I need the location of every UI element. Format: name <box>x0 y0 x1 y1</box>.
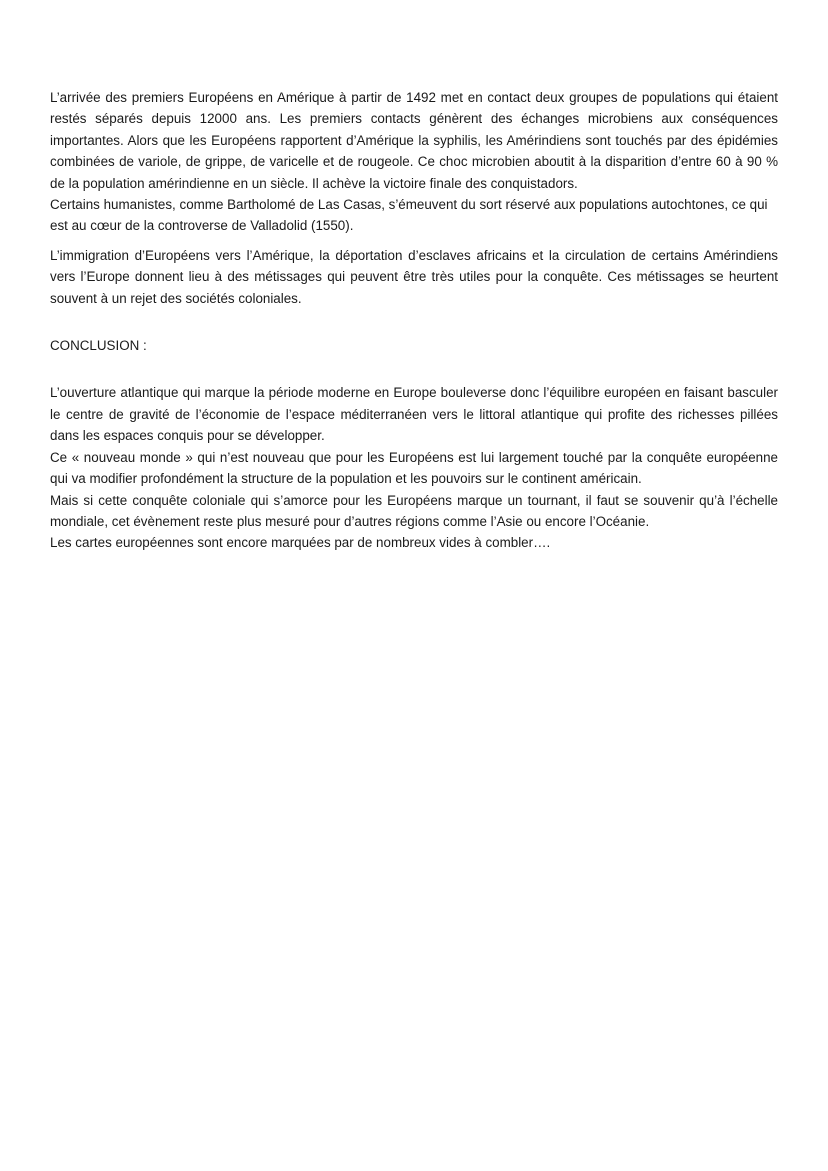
section-spacer <box>50 309 778 335</box>
conclusion-heading: CONCLUSION : <box>50 338 147 354</box>
conclusion-paragraph-maps: Les cartes européennes sont encore marquées par de nombreux vides à combler…. <box>50 535 551 551</box>
conclusion-paragraph-global-scale: Mais si cette conquête coloniale qui s’amorce pour les Européens marque un tournant, il faut se souvenir qu’à l’échelle mondiale, cet évènement reste plus mesuré pour d’autres régions comme l’Asie ou encore l’Océanie. <box>50 492 778 529</box>
paragraph-microbial-exchange: L’arrivée des premiers Européens en Amérique à partir de 1492 met en contact deux groupes de populations qui étaient restés séparés depuis 12000 ans. Les premiers contacts génèrent des échanges microbiens aux conséquences importantes. Alors que les Européens rapportent d’Amérique la syphilis, les Amérindiens sont touchés par des épidémies combinées de variole, de grippe, de varicelle et de rougeole. Ce choc microbien aboutit à la disparition d’entre 60 à 90 % de la population amérindienne en un siècle. Il achève la victoire finale des conquistadors. <box>50 90 778 191</box>
section-spacer <box>50 356 778 382</box>
conclusion-paragraph-new-world: Ce « nouveau monde » qui n’est nouveau que pour les Européens est lui largement touché par la conquête européenne qui va modifier profondément la structure de la population et les pouvoirs sur le continent américain. <box>50 449 778 487</box>
conclusion-paragraph-atlantic: L’ouverture atlantique qui marque la période moderne en Europe bouleverse donc l’équilibre européen en faisant basculer le centre de gravité de l’économie de l’espace méditerranéen vers le littoral atlantique qui profite des richesses pillées dans les espaces conquis pour se développer. <box>50 385 778 444</box>
paragraph-las-casas: Certains humanistes, comme Bartholomé de Las Casas, s’émeuvent du sort réservé aux populations autochtones, ce qui est au cœur de la controverse de Valladolid (1550). <box>50 197 768 234</box>
paragraph-metissages: L’immigration d’Européens vers l’Amérique, la déportation d’esclaves africains et la circulation de certains Amérindiens vers l’Europe donnent lieu à des métissages qui peuvent être très utiles pour la conquête. Ces métissages se heurtent souvent à un rejet des sociétés coloniales. <box>50 247 778 306</box>
paragraph-spacer <box>50 237 778 245</box>
document-body <box>50 87 778 554</box>
